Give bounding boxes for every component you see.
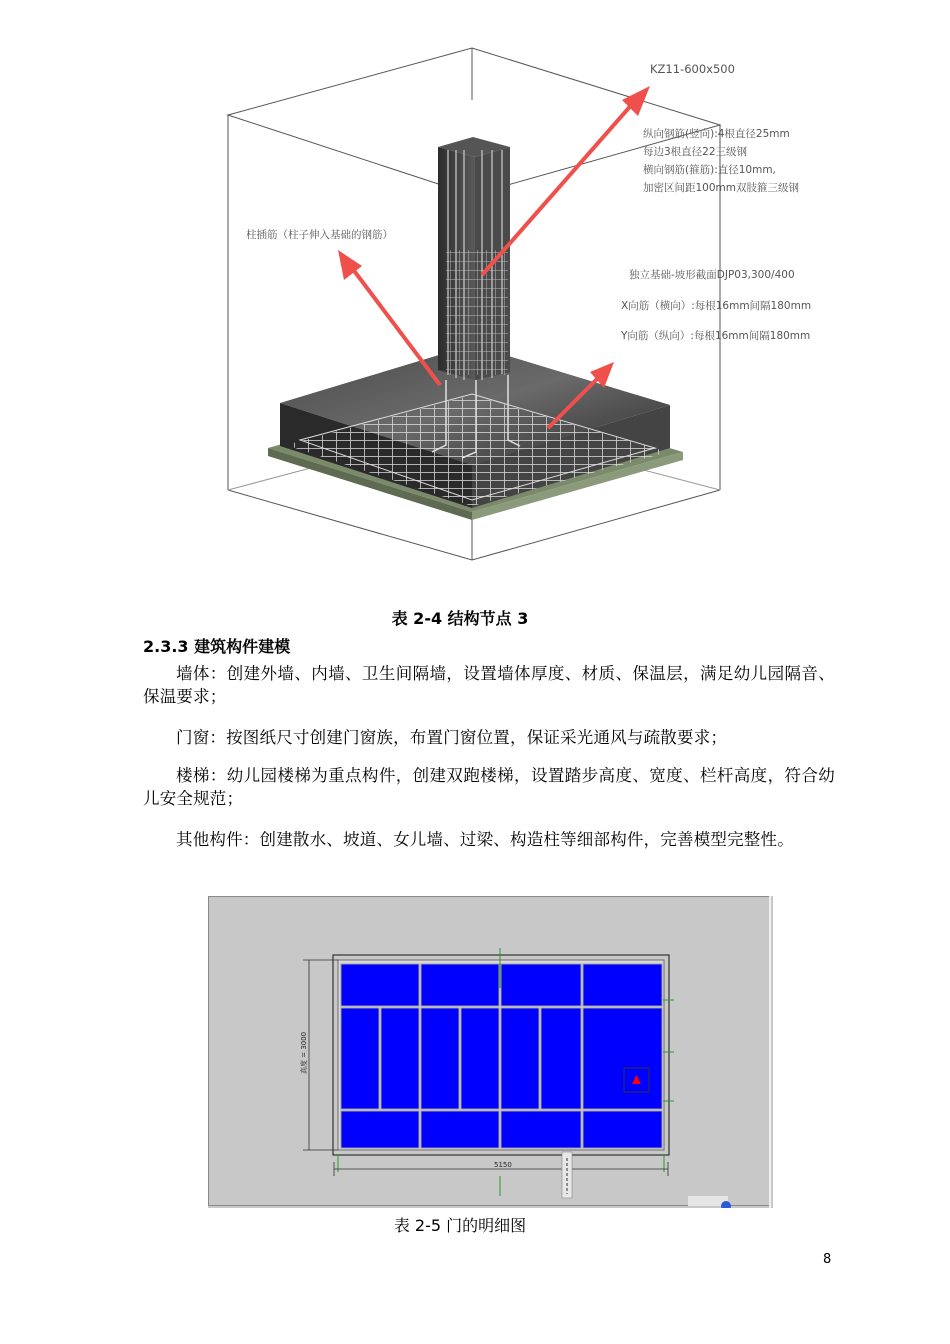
foundation-line: Y向筋（纵向）:每根16mm间隔180mm <box>621 330 811 342</box>
door-panel <box>583 964 662 1006</box>
door-panel <box>341 1111 419 1148</box>
column-rebar-notes <box>643 127 799 194</box>
column-rebar-line: 加密区间距100mm双肢箍三级钢 <box>643 182 799 194</box>
column-rebar-line: 每边3根直径22三级钢 <box>643 146 748 158</box>
structural-node-figure <box>0 0 950 600</box>
door-elevation-figure <box>208 896 773 1208</box>
foundation-notes <box>620 268 811 342</box>
door-panel <box>501 1111 581 1148</box>
paragraph-wall: 墙体：创建外墙、内墙、卫生间隔墙，设置墙体厚度、材质、保温层，满足幼儿园隔音、保温要求； <box>143 664 835 706</box>
door-panel <box>501 964 581 1006</box>
paragraph-other: 其他构件：创建散水、坡道、女儿墙、过梁、构造柱等细部构件，完善模型完整性。 <box>176 830 794 849</box>
height-dimension-label: 高度 = 3000 <box>300 1031 308 1074</box>
door-panel <box>421 1111 499 1148</box>
paragraph-door-window: 门窗：按图纸尺寸创建门窗族，布置门窗位置，保证采光通风与疏散要求； <box>176 728 728 747</box>
page-number: 8 <box>823 1252 832 1267</box>
dowel-label: 柱插筋（柱子伸入基础的钢筋） <box>246 229 393 241</box>
column-label: KZ11-600x500 <box>650 62 735 76</box>
door-panel <box>421 1008 459 1109</box>
door-panel <box>461 1008 499 1109</box>
door-panel <box>341 964 419 1006</box>
door-panels <box>341 964 662 1148</box>
width-dimension-label: 5150 <box>494 1161 512 1169</box>
paragraph-stair: 楼梯：幼儿园楼梯为重点构件，创建双跑楼梯，设置踏步高度、宽度、栏杆高度，符合幼儿安全规范； <box>143 766 835 808</box>
door-panel <box>501 1008 539 1109</box>
section-heading: 2.3.3 建筑构件建模 <box>143 637 291 656</box>
door-panel <box>541 1008 581 1109</box>
door-panel <box>341 1008 379 1109</box>
column-rebar-line: 横向钢筋(箍筋):直径10mm, <box>643 164 776 176</box>
bottom-tag <box>562 1152 572 1198</box>
foundation-line: 独立基础-坡形截面DJP03,300/400 <box>629 269 795 281</box>
door-panel <box>583 1008 662 1109</box>
figure1-caption: 表 2-4 结构节点 3 <box>391 609 529 628</box>
column-rebar-line: 纵向钢筋(竖向):4根直径25mm <box>643 128 790 140</box>
door-panel <box>421 964 499 1006</box>
foundation-line: X向筋（横向）:每根16mm间隔180mm <box>621 300 812 312</box>
door-panel <box>583 1111 662 1148</box>
figure2-caption: 表 2-5 门的明细图 <box>393 1216 527 1235</box>
door-panel <box>381 1008 419 1109</box>
